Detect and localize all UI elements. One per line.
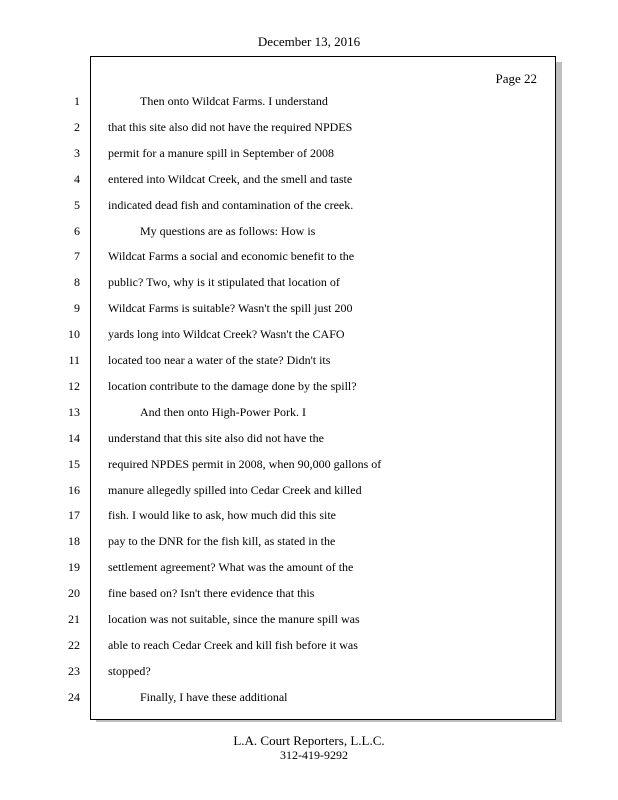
transcript-line: fish. I would like to ask, how much did this site: [108, 508, 336, 522]
line-number: 7: [74, 249, 80, 263]
transcript-line: public? Two, why is it stipulated that location of: [108, 275, 340, 289]
line-number: 13: [68, 405, 80, 419]
transcript-line: settlement agreement? What was the amount of the: [108, 560, 354, 574]
transcript-line: Wildcat Farms a social and economic benefit to the: [108, 249, 355, 263]
line-number: 2: [74, 120, 80, 134]
line-number: 1: [74, 94, 80, 108]
line-number: 11: [68, 353, 80, 367]
transcript-line: yards long into Wildcat Creek? Wasn't the CAFO: [108, 327, 345, 341]
transcript-line: located too near a water of the state? Didn't its: [108, 353, 331, 367]
transcript-line: stopped?: [108, 664, 151, 678]
line-number: 10: [68, 327, 80, 341]
line-number: 21: [68, 612, 80, 626]
transcript-line: permit for a manure spill in September of 2008: [108, 146, 334, 160]
header-date: December 13, 2016: [257, 34, 361, 49]
transcript-line: Wildcat Farms is suitable? Wasn't the spill just 200: [108, 301, 353, 315]
line-number: 20: [68, 586, 80, 600]
transcript-line: location was not suitable, since the manure spill was: [108, 612, 360, 626]
transcript-line: pay to the DNR for the fish kill, as stated in the: [108, 534, 336, 548]
footer-phone: 312-419-9292: [280, 748, 348, 762]
transcript-line: Then onto Wildcat Farms. I understand: [140, 94, 328, 108]
transcript-line: understand that this site also did not have the: [108, 431, 324, 445]
line-number: 22: [68, 638, 80, 652]
footer-company: L.A. Court Reporters, L.L.C.: [233, 733, 385, 748]
line-number: 5: [74, 198, 80, 212]
transcript-line: indicated dead fish and contamination of the creek.: [108, 198, 354, 212]
transcript-line: required NPDES permit in 2008, when 90,000 gallons of: [108, 457, 382, 471]
line-number: 23: [68, 664, 80, 678]
transcript-line: able to reach Cedar Creek and kill fish before it was: [108, 638, 358, 652]
transcript-line: entered into Wildcat Creek, and the smell and taste: [108, 172, 353, 186]
transcript-line: location contribute to the damage done by the spill?: [108, 379, 357, 393]
line-number: 24: [68, 690, 80, 704]
line-number: 9: [74, 301, 80, 315]
line-number: 6: [74, 224, 80, 238]
line-number: 3: [74, 146, 80, 160]
line-number: 17: [68, 508, 80, 522]
line-number: 16: [68, 483, 80, 497]
line-number: 19: [68, 560, 80, 574]
line-number: 18: [68, 534, 80, 548]
transcript-line: My questions are as follows: How is: [140, 224, 316, 238]
line-number: 8: [74, 275, 80, 289]
line-number: 15: [68, 457, 80, 471]
transcript-line: And then onto High-Power Pork. I: [140, 405, 306, 419]
transcript-line: fine based on? Isn't there evidence that this: [108, 586, 315, 600]
line-number: 4: [74, 172, 80, 186]
transcript-line: manure allegedly spilled into Cedar Creek and killed: [108, 483, 362, 497]
line-number: 14: [68, 431, 80, 445]
line-number: 12: [68, 379, 80, 393]
transcript-line: that this site also did not have the required NPDES: [108, 120, 353, 134]
page-number: Page 22: [495, 71, 537, 86]
transcript-line: Finally, I have these additional: [140, 690, 288, 704]
